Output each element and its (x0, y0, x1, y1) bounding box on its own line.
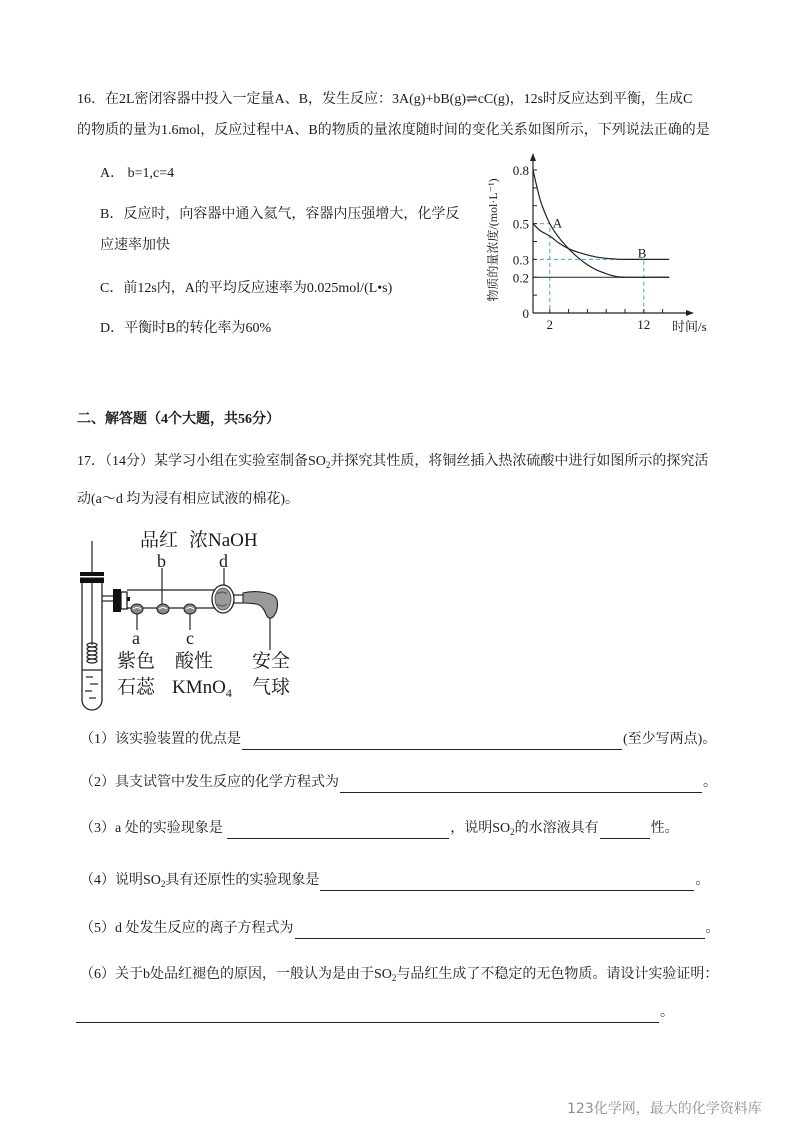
prompt-suffix: 。 (695, 873, 710, 888)
option-letter: D． (100, 321, 125, 336)
option-text: b=1,c=4 (124, 166, 175, 181)
y-tick-label: 0 (522, 306, 529, 321)
prompt-text: ，说明SO (450, 821, 511, 836)
prompt-suffix: 。 (703, 775, 717, 790)
sub-question-6-answer-line (75, 1004, 674, 1023)
label-d-reagent: 浓NaOH (189, 530, 258, 551)
label-a-reagent-1: 紫色 (117, 651, 156, 672)
q16-option-b-continued: 应速率加快 (100, 238, 170, 253)
y-tick-label: 0.8 (512, 163, 529, 178)
cotton-ball-icon (131, 604, 196, 614)
sub-question-4 (80, 872, 709, 891)
answer-blank-4[interactable] (320, 875, 694, 891)
sub-question-5 (80, 920, 720, 939)
q16-option-a[interactable] (100, 165, 174, 183)
prompt-text: （4）说明SO (80, 873, 161, 888)
y-axis-arrow-icon (530, 153, 536, 161)
formula-text: KMnO (172, 677, 226, 698)
safety-balloon-icon (243, 592, 277, 618)
label-balloon-2: 气球 (252, 677, 291, 698)
answer-blank-5[interactable] (295, 923, 705, 939)
answer-blank-3a[interactable] (227, 823, 449, 839)
y-tick-label: 0.2 (512, 270, 529, 286)
label-a: a (132, 628, 140, 648)
answer-blank-2[interactable] (340, 777, 702, 793)
connector-stopper (113, 589, 121, 612)
prompt-text: （3）a 处的实验现象是 (80, 821, 227, 836)
y-axis-label: 物质的量浓度/(mol·L⁻¹) (486, 178, 500, 302)
subscript: 2 (325, 460, 331, 470)
x-axis-label: 时间/s (672, 319, 707, 334)
subscript: 2 (510, 827, 515, 837)
label-b: b (157, 551, 166, 571)
acid-liquid (82, 670, 102, 698)
concentration-time-chart (470, 150, 720, 340)
prompt-text: （5）d 处发生反应的离子方程式为 (80, 921, 294, 936)
q16-stem-line1 (77, 91, 692, 109)
x-tick-label: 2 (546, 317, 554, 332)
q17-text: 并探究其性质，将铜丝插入热浓硫酸中进行如图所示的探究活 (330, 454, 709, 469)
y-tick-label: 0.3 (512, 252, 529, 268)
prompt-suffix: 。 (705, 921, 720, 936)
x-axis-arrow-icon (686, 310, 694, 316)
prompt-text: 的水溶液具有 (514, 821, 599, 836)
answer-blank-1[interactable] (242, 734, 622, 750)
footer-watermark: 123化学网，最大的化学资料库 (567, 1101, 762, 1117)
label-b-reagent: 品红 (140, 530, 179, 551)
prompt-text: 具有还原性的实验现象是 (165, 873, 320, 888)
label-c-reagent-1: 酸性 (175, 651, 214, 672)
point-label-B: B (637, 245, 647, 261)
q16-option-b[interactable] (100, 206, 459, 224)
sub-question-3 (80, 820, 679, 839)
label-a-reagent-2: 石蕊 (117, 677, 156, 698)
q17-stem-line1 (77, 453, 708, 471)
option-letter: B． (100, 207, 124, 222)
subscript: 2 (160, 879, 166, 889)
option-text: 反应时，向容器中通入氦气，容器内压强增大，化学反 (123, 207, 460, 222)
option-letter: C． (100, 281, 124, 296)
option-letter: A． (100, 166, 125, 181)
sub-question-1 (80, 731, 716, 750)
q17-stem-line2: 动(a～d 均为浸有相应试液的棉花)。 (77, 492, 300, 507)
copper-coil-icon (87, 643, 97, 663)
guide-line-0 (533, 224, 550, 313)
label-balloon-1: 安全 (252, 651, 291, 672)
prompt-text: （1）该实验装置的优点是 (80, 732, 241, 747)
label-c-reagent-2 (172, 677, 232, 699)
q16-option-c[interactable] (100, 280, 392, 298)
point-label-A: A (552, 215, 563, 231)
sub-question-6 (80, 966, 718, 984)
prompt-suffix: (至少写两点)。 (623, 732, 717, 747)
subscript: 2 (391, 973, 397, 983)
option-text: 前12s内，A的平均反应速率为0.025mol/(L•s) (123, 281, 393, 296)
section-heading: 二、解答题（4个大题，共56分） (77, 412, 280, 427)
q16-number: 16． (77, 92, 105, 107)
q16-stem-text-1: 在2L密闭容器中投入一定量A、B，发生反应：3A(g)+bB(g)⇌cC(g)，12s时反应达到平衡，生成C (105, 92, 693, 107)
label-d: d (219, 551, 228, 571)
label-c: c (186, 628, 194, 648)
answer-blank-3b[interactable] (600, 823, 650, 839)
subscript: 4 (225, 686, 232, 700)
prompt-text: （6）关于b处品红褪色的原因，一般认为是由于SO (80, 967, 392, 982)
option-text: 平衡时B的转化率为60% (124, 321, 272, 336)
q16-stem-line2: 的物质的量为1.6mol，反应过程中A、B的物质的量浓度随时间的变化关系如图所示，下列说法正确的是 (77, 123, 710, 138)
q16-option-d[interactable] (100, 320, 271, 338)
prompt-text: 与品红生成了不稳定的无色物质。请设计实验证明： (396, 967, 719, 982)
x-tick-label: 12 (637, 317, 651, 332)
y-tick-label: 0.5 (512, 216, 529, 232)
sub-question-2 (80, 774, 717, 793)
prompt-suffix: 。 (660, 1005, 674, 1020)
prompt-suffix: 性。 (650, 821, 679, 836)
prompt-text: （2）具支试管中发生反应的化学方程式为 (80, 775, 339, 790)
q17-text: 17．（14分）某学习小组在实验室制备SO (77, 454, 326, 469)
answer-blank-6[interactable] (76, 1007, 659, 1023)
